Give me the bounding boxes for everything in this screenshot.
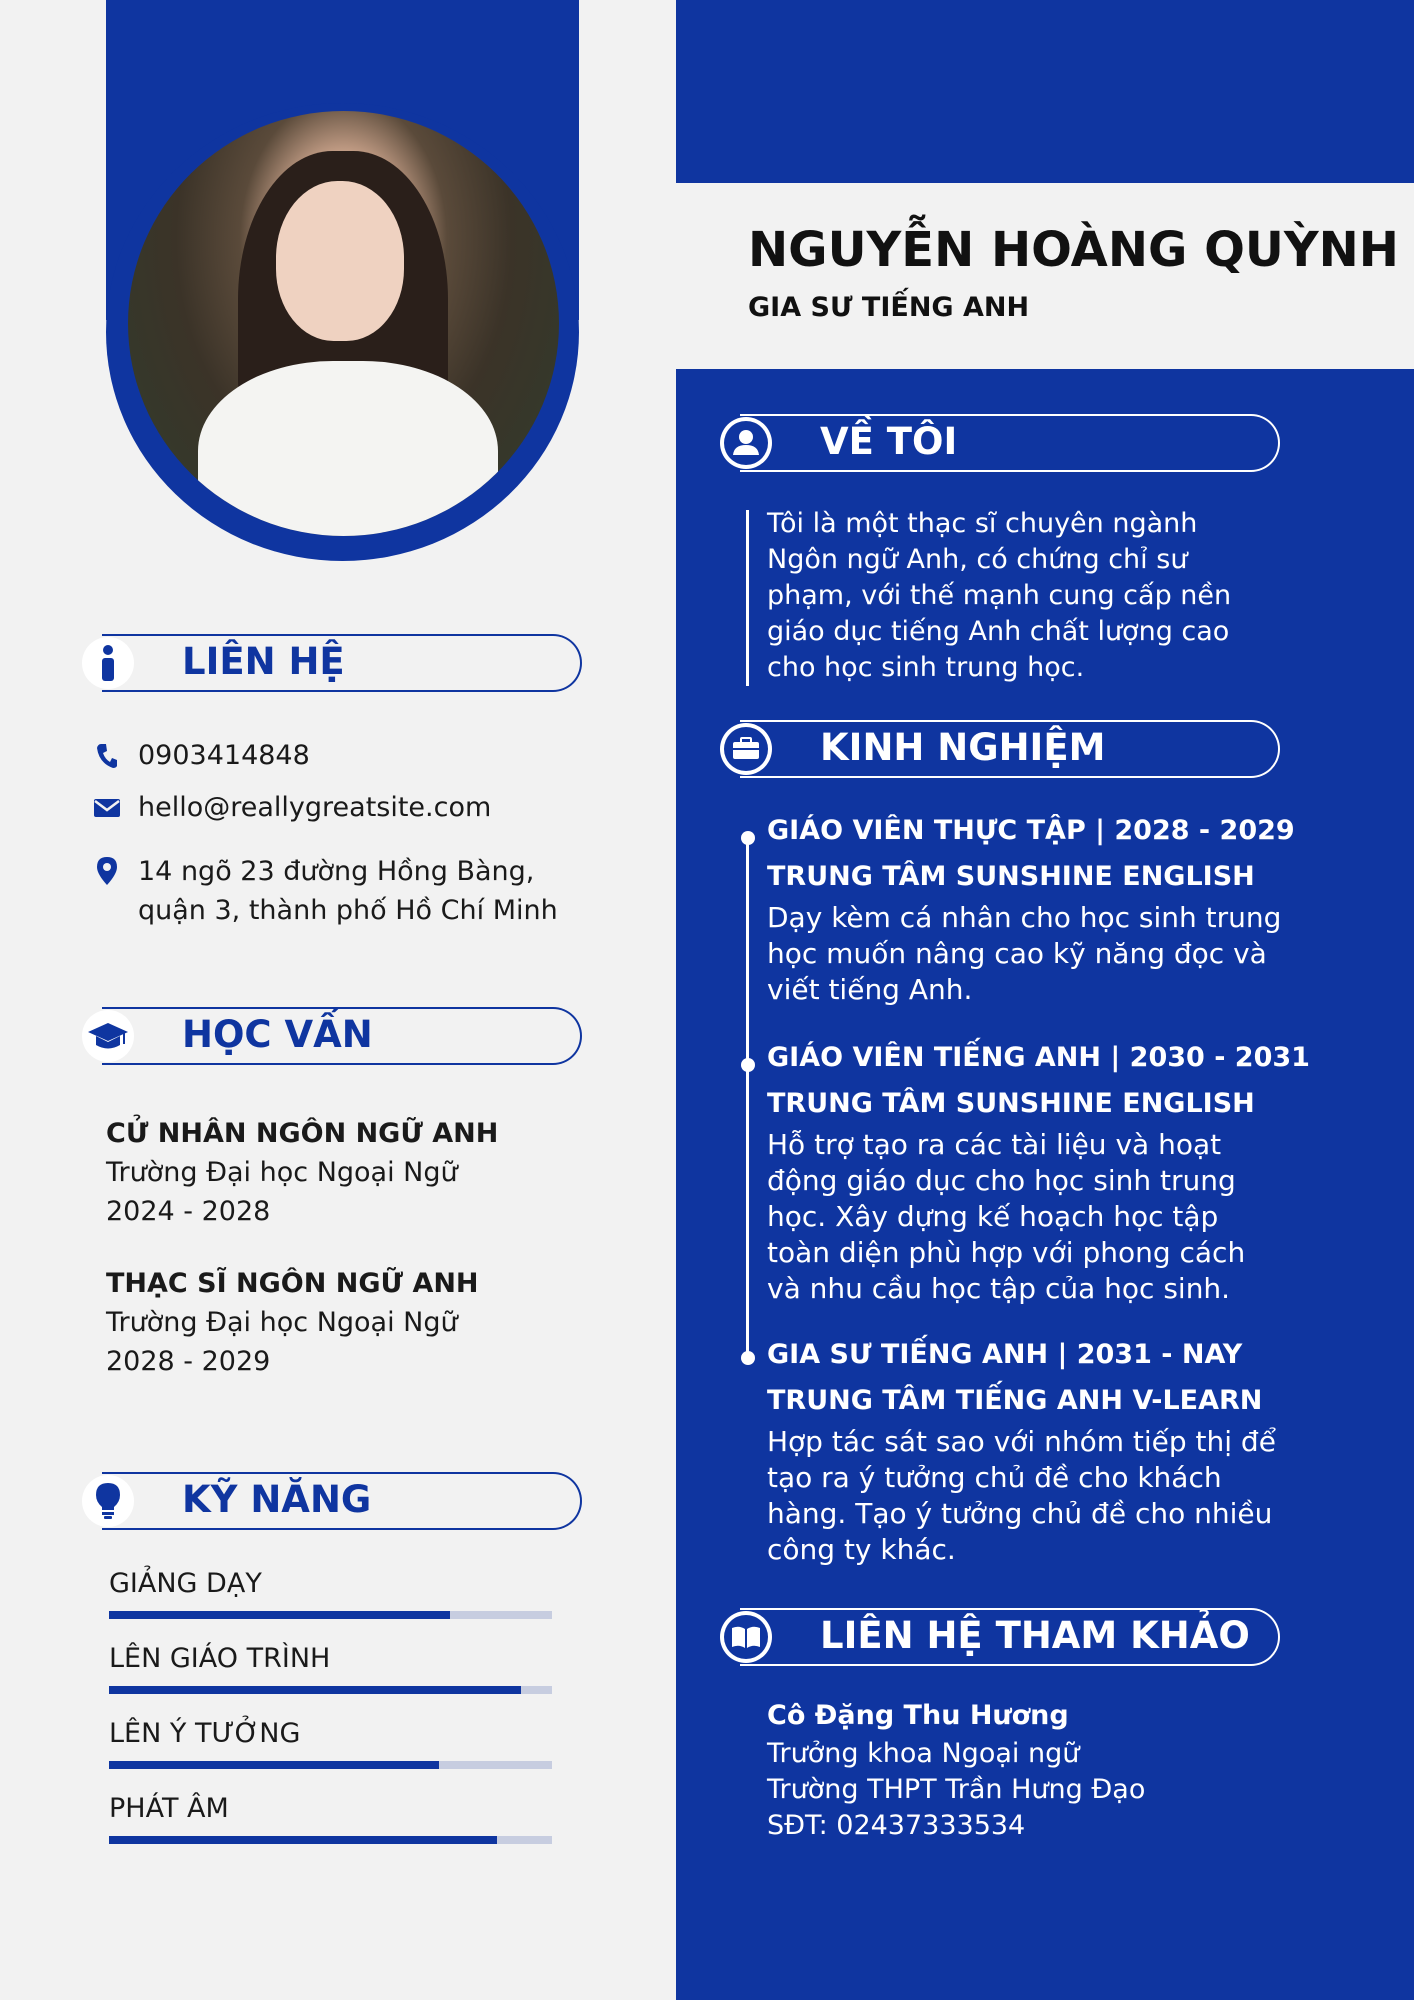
lightbulb-icon (82, 1475, 134, 1527)
experience-line: Hợp tác sát sao với nhóm tiếp thị để (767, 1425, 1276, 1458)
contact-email-row (94, 792, 491, 823)
phone-icon (94, 741, 120, 771)
skill-bar-fill (109, 1836, 497, 1844)
education-degree: CỬ NHÂN NGÔN NGỮ ANH (106, 1118, 499, 1149)
address-line-2: quận 3, thành phố Hồ Chí Minh (138, 895, 558, 926)
timeline-dot (741, 1351, 755, 1365)
experience-line: học. Xây dựng kế hoạch học tập (767, 1200, 1219, 1233)
experience-line: Hỗ trợ tạo ra các tài liệu và hoạt (767, 1128, 1222, 1161)
reference-title: LIÊN HỆ THAM KHẢO (820, 1614, 1250, 1657)
email-icon (94, 793, 120, 823)
skill-bar-fill (109, 1611, 450, 1619)
experience-title-line: GIÁO VIÊN THỰC TẬP | 2028 - 2029 (767, 815, 1295, 846)
experience-section-header (720, 720, 1300, 778)
user-icon (720, 417, 772, 469)
about-line: Tôi là một thạc sĩ chuyên ngành (767, 508, 1198, 539)
experience-line: tạo ra ý tưởng chủ đề cho khách (767, 1461, 1222, 1494)
skill-bar-track (109, 1611, 552, 1619)
job-title: GIA SƯ TIẾNG ANH (748, 292, 1030, 323)
experience-title-line: GIÁO VIÊN TIẾNG ANH | 2030 - 2031 (767, 1042, 1310, 1073)
skill-name: GIẢNG DẠY (109, 1568, 262, 1599)
education-years: 2028 - 2029 (106, 1346, 271, 1377)
experience-title-line: GIA SƯ TIẾNG ANH | 2031 - NAY (767, 1339, 1243, 1370)
experience-line: động giáo dục cho học sinh trung (767, 1164, 1236, 1197)
graduation-cap-icon (82, 1010, 134, 1062)
experience-line: Dạy kèm cá nhân cho học sinh trung (767, 901, 1282, 934)
skill-name: LÊN Ý TƯỞNG (109, 1718, 301, 1749)
contact-section-header (82, 634, 592, 692)
experience-item (767, 808, 1295, 1008)
education-years: 2024 - 2028 (106, 1196, 271, 1227)
timeline-dot (741, 1058, 755, 1072)
about-line: cho học sinh trung học. (767, 652, 1085, 683)
experience-line: viết tiếng Anh. (767, 973, 973, 1006)
experience-description (767, 1424, 1276, 1568)
reference-phone[interactable]: SĐT: 02437333534 (767, 1810, 1026, 1841)
education-school: Trường Đại học Ngoại Ngữ (106, 1307, 458, 1338)
location-pin-icon (94, 856, 120, 886)
skill-name: PHÁT ÂM (109, 1793, 229, 1824)
experience-org: TRUNG TÂM SUNSHINE ENGLISH (767, 861, 1255, 892)
experience-title: KINH NGHIỆM (820, 726, 1106, 769)
experience-description (767, 1127, 1310, 1307)
person-name: NGUYỄN HOÀNG QUỲNH (748, 222, 1399, 278)
briefcase-icon (720, 723, 772, 775)
about-title: VỀ TÔI (820, 420, 958, 463)
timeline-dot (741, 831, 755, 845)
about-bar (746, 510, 749, 686)
experience-org: TRUNG TÂM TIẾNG ANH V-LEARN (767, 1385, 1263, 1416)
skill-bar-track (109, 1761, 552, 1769)
skill-item (109, 1568, 552, 1619)
reference-block (767, 1696, 1145, 1844)
skill-name: LÊN GIÁO TRÌNH (109, 1643, 331, 1674)
skill-item (109, 1793, 552, 1844)
skill-bar-fill (109, 1761, 439, 1769)
skill-bar-track (109, 1686, 552, 1694)
about-line: phạm, với thế mạnh cung cấp nền (767, 580, 1232, 611)
contact-address-row (94, 852, 558, 930)
experience-org: TRUNG TÂM SUNSHINE ENGLISH (767, 1088, 1255, 1119)
info-icon (82, 637, 134, 689)
education-section-header (82, 1007, 592, 1065)
skill-item (109, 1718, 552, 1769)
contact-title: LIÊN HỆ (182, 640, 345, 683)
reference-section-header (720, 1608, 1300, 1666)
reference-name: Cô Đặng Thu Hương (767, 1700, 1069, 1731)
education-degree: THẠC SĨ NGÔN NGỮ ANH (106, 1268, 479, 1299)
about-section-header (720, 414, 1300, 472)
book-icon (720, 1611, 772, 1663)
education-item (106, 1268, 479, 1381)
skills-section-header (82, 1472, 592, 1530)
contact-phone-row (94, 740, 310, 771)
skills-title: KỸ NĂNG (182, 1478, 372, 1521)
reference-position: Trưởng khoa Ngoại ngữ (767, 1738, 1080, 1769)
right-header-band (676, 0, 1414, 183)
education-item (106, 1118, 498, 1231)
skill-bar-track (109, 1836, 552, 1844)
reference-school: Trường THPT Trần Hưng Đạo (767, 1774, 1146, 1805)
about-line: Ngôn ngữ Anh, có chứng chỉ sư (767, 544, 1188, 575)
experience-item (767, 1035, 1310, 1307)
experience-line: và nhu cầu học tập của học sinh. (767, 1272, 1231, 1305)
education-school: Trường Đại học Ngoại Ngữ (106, 1157, 458, 1188)
profile-photo (128, 111, 559, 536)
experience-description (767, 900, 1295, 1008)
experience-line: công ty khác. (767, 1533, 956, 1566)
experience-item (767, 1332, 1276, 1568)
experience-timeline (746, 836, 749, 1357)
education-title: HỌC VẤN (182, 1013, 373, 1056)
email-text[interactable]: hello@reallygreatsite.com (138, 792, 492, 823)
about-text (767, 506, 1231, 686)
address-line-1: 14 ngõ 23 đường Hồng Bàng, (138, 856, 535, 887)
skill-bar-fill (109, 1686, 521, 1694)
experience-line: hàng. Tạo ý tưởng chủ đề cho nhiều (767, 1497, 1273, 1530)
about-line: giáo dục tiếng Anh chất lượng cao (767, 616, 1230, 647)
phone-text[interactable]: 0903414848 (138, 740, 310, 771)
experience-line: học muốn nâng cao kỹ năng đọc và (767, 937, 1267, 970)
experience-line: toàn diện phù hợp với phong cách (767, 1236, 1246, 1269)
skill-item (109, 1643, 552, 1694)
